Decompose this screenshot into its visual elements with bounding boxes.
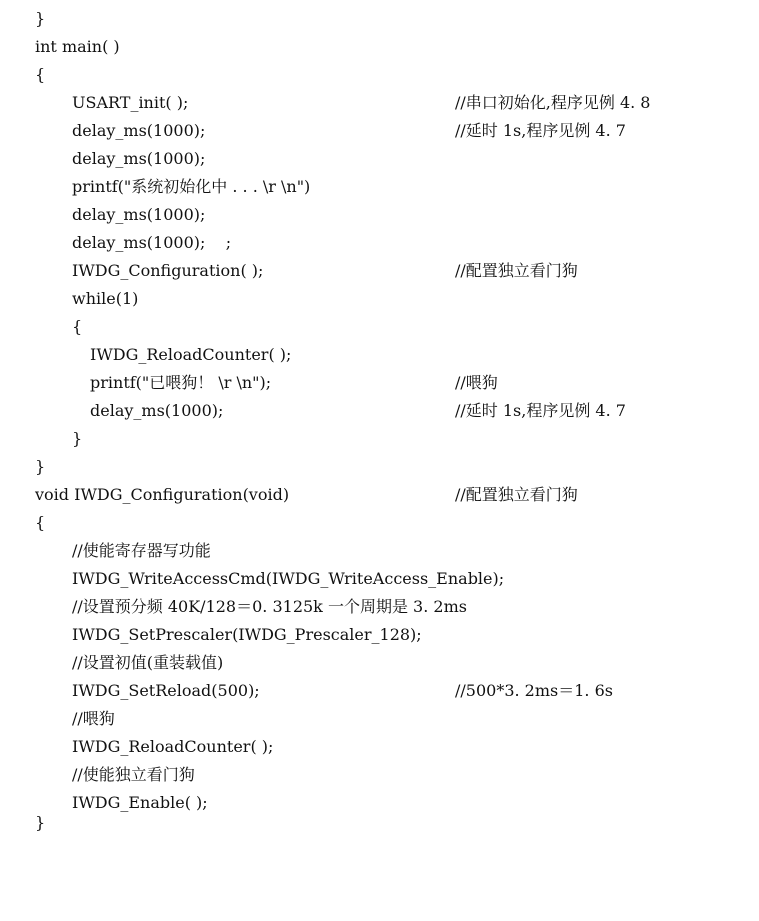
code-line [0, 733, 759, 761]
code-line [0, 369, 759, 397]
code-line [0, 509, 759, 537]
code-text: IWDG_WriteAccessCmd(IWDG_WriteAccess_Enable); [72, 569, 505, 588]
code-line [0, 173, 759, 201]
code-line [0, 809, 759, 837]
code-comment: //延时 1s,程序见例 4. 7 [455, 121, 626, 140]
code-text: delay_ms(1000); [90, 401, 224, 420]
code-comment: //500*3. 2ms＝1. 6s [455, 681, 613, 700]
code-text: //使能独立看门狗 [72, 765, 195, 784]
code-text: //喂狗 [72, 709, 115, 728]
code-text: while(1) [72, 289, 139, 308]
code-line [0, 705, 759, 733]
code-text: void IWDG_Configuration(void) [35, 485, 290, 504]
code-line [0, 145, 759, 173]
code-text: printf("已喂狗！ \r \n"); [90, 373, 272, 392]
code-text: delay_ms(1000); [72, 205, 206, 224]
code-line [0, 117, 759, 145]
code-line [0, 33, 759, 61]
code-text: IWDG_SetReload(500); [72, 681, 260, 700]
code-line [0, 537, 759, 565]
code-comment: //串口初始化,程序见例 4. 8 [455, 93, 651, 112]
code-line [0, 229, 759, 257]
code-line [0, 425, 759, 453]
code-text: IWDG_ReloadCounter( ); [90, 345, 292, 364]
code-line [0, 621, 759, 649]
code-line [0, 5, 759, 33]
code-text: //设置初值(重装载值) [72, 653, 224, 672]
code-text: delay_ms(1000); [72, 121, 206, 140]
code-line [0, 453, 759, 481]
code-line [0, 593, 759, 621]
code-line [0, 565, 759, 593]
code-line [0, 761, 759, 789]
code-comment: //喂狗 [455, 373, 498, 392]
code-line [0, 481, 759, 509]
code-text: IWDG_ReloadCounter( ); [72, 737, 274, 756]
code-text: printf("系统初始化中 . . . \r \n") [72, 177, 311, 196]
code-comment: //配置独立看门狗 [455, 485, 578, 504]
code-text: IWDG_SetPrescaler(IWDG_Prescaler_128); [72, 625, 422, 644]
code-line [0, 89, 759, 117]
code-text: } [35, 813, 46, 832]
code-line [0, 677, 759, 705]
code-text: delay_ms(1000); [72, 149, 206, 168]
code-text: //使能寄存器写功能 [72, 541, 211, 560]
code-line [0, 201, 759, 229]
code-text: { [72, 317, 83, 336]
code-text: } [72, 429, 83, 448]
code-line [0, 285, 759, 313]
code-text: IWDG_Enable( ); [72, 793, 208, 812]
code-text: //设置预分频 40K/128＝0. 3125k 一个周期是 3. 2ms [72, 597, 467, 616]
code-text: { [35, 513, 46, 532]
code-line [0, 313, 759, 341]
code-text: } [35, 9, 46, 28]
code-line [0, 397, 759, 425]
code-text: int main( ) [35, 37, 120, 56]
code-text: { [35, 65, 46, 84]
code-text: delay_ms(1000); ; [72, 233, 232, 252]
code-line [0, 257, 759, 285]
code-comment: //配置独立看门狗 [455, 261, 578, 280]
code-text: } [35, 457, 46, 476]
code-text: USART_init( ); [72, 93, 189, 112]
code-line [0, 341, 759, 369]
code-line [0, 649, 759, 677]
code-comment: //延时 1s,程序见例 4. 7 [455, 401, 626, 420]
code-line [0, 61, 759, 89]
code-text: IWDG_Configuration( ); [72, 261, 264, 280]
